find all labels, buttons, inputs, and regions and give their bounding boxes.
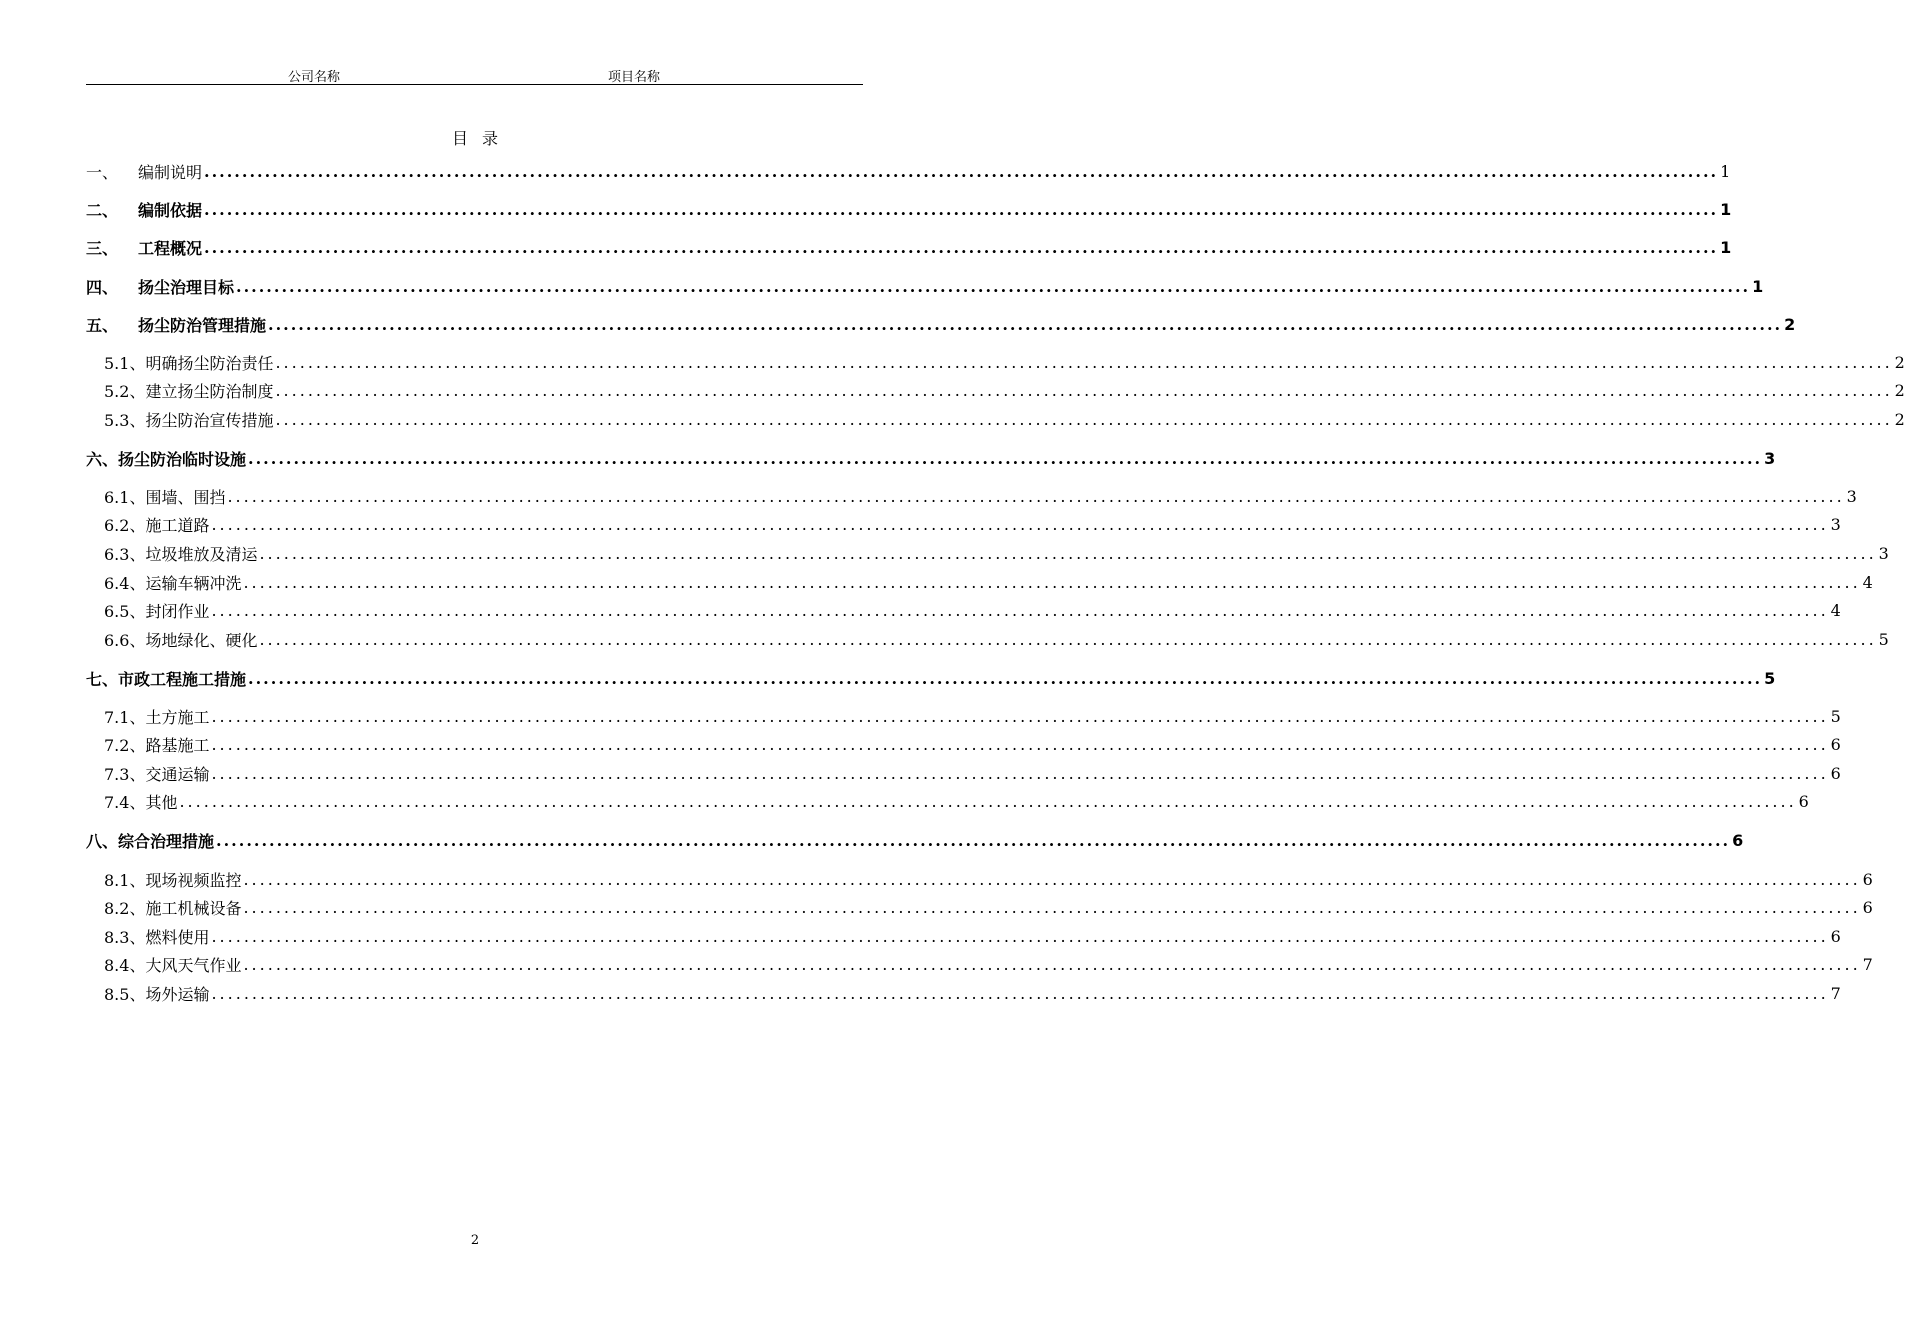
toc-dot-leader: ........................................................................................................................................................................................................ — [211, 983, 1829, 1003]
toc-entry[interactable] — [86, 311, 1796, 337]
toc-entry-number: 6.2、 — [104, 515, 146, 535]
page-number: 2 — [470, 1233, 480, 1248]
toc-dot-leader: ........................................................................................................................................................................................................ — [275, 352, 1893, 372]
toc-entry-number: 8.4、 — [104, 955, 146, 975]
toc-entry-page: 6 — [1830, 734, 1841, 754]
toc-entry[interactable] — [86, 377, 1905, 403]
toc-dot-leader: ........................................................................................................................................................................................................ — [243, 954, 1861, 974]
toc-entry-page: 4 — [1862, 572, 1873, 592]
toc-entry-number: 三、 — [86, 238, 119, 258]
toc-entry[interactable] — [86, 597, 1841, 623]
toc-entry-page: 1 — [1720, 237, 1732, 257]
toc-entry[interactable] — [86, 234, 1732, 260]
toc-dot-leader: ........................................................................................................................................................................................................ — [211, 926, 1829, 946]
toc-entry[interactable] — [86, 980, 1841, 1006]
toc-entry[interactable] — [86, 827, 1744, 853]
toc-entry-number: 6.5、 — [104, 601, 146, 621]
toc-entry[interactable] — [86, 951, 1873, 977]
toc-entry-title: 土方施工 — [145, 707, 210, 727]
toc-dot-leader: ........................................................................................................................................................................................................ — [204, 199, 1719, 219]
toc-entry-number: 四、 — [86, 277, 119, 297]
toc-entry-page: 6 — [1830, 926, 1841, 946]
toc-entry-page: 6 — [1862, 897, 1873, 917]
toc-entry-page: 1 — [1720, 161, 1731, 181]
toc-title: 目录 — [451, 129, 512, 148]
toc-entry[interactable] — [86, 349, 1905, 375]
toc-entry-number: 6.6、 — [104, 630, 146, 650]
toc-entry-title: 场地绿化、硬化 — [145, 630, 258, 650]
toc-entry-page: 6 — [1830, 763, 1841, 783]
toc-entry-number: 7.2、 — [104, 735, 146, 755]
toc-dot-leader: ........................................................................................................................................................................................................ — [275, 409, 1893, 429]
toc-entry-page: 5 — [1764, 668, 1776, 688]
toc-entry-number: 5.1、 — [104, 353, 146, 373]
toc-entry-title: 大风天气作业 — [145, 955, 242, 975]
toc-entry-title: 交通运输 — [145, 764, 210, 784]
toc-entry-page: 4 — [1830, 600, 1841, 620]
toc-entry[interactable] — [86, 445, 1776, 471]
toc-entry-number: 7.3、 — [104, 764, 146, 784]
toc-dot-leader: ........................................................................................................................................................................................................ — [275, 380, 1893, 400]
toc-entry-number: 7.4、 — [104, 792, 146, 812]
toc-entry-number: 五、 — [86, 315, 119, 335]
toc-entry-title: 明确扬尘防治责任 — [145, 353, 274, 373]
toc-entry-title: 现场视频监控 — [145, 870, 242, 890]
toc-entry[interactable] — [86, 703, 1841, 729]
toc-entry-title: 扬尘治理目标 — [138, 277, 235, 297]
toc-entry[interactable] — [86, 866, 1873, 892]
toc-entry-title: 运输车辆冲洗 — [145, 573, 242, 593]
toc-entry-page: 6 — [1862, 869, 1873, 889]
toc-entry-title: 封闭作业 — [145, 601, 210, 621]
toc-dot-leader: ........................................................................................................................................................................................................ — [236, 276, 1751, 296]
toc-dot-leader: ........................................................................................................................................................................................................ — [243, 572, 1861, 592]
toc-entry-title: 施工机械设备 — [145, 898, 242, 918]
toc-entry-title: 编制说明 — [138, 162, 203, 182]
toc-dot-leader: ........................................................................................................................................................................................................ — [179, 791, 1797, 811]
toc-dot-leader: ........................................................................................................................................................................................................ — [211, 763, 1829, 783]
header-company-name: 公司名称 — [288, 70, 341, 85]
toc-entry-number: 二、 — [86, 200, 119, 220]
toc-dot-leader: ........................................................................................................................................................................................................ — [268, 314, 1783, 334]
toc-entry-number: 八、 — [86, 831, 119, 851]
toc-entry-title: 综合治理措施 — [118, 831, 215, 851]
toc-entry-title: 市政工程施工措施 — [118, 669, 247, 689]
toc-entry[interactable] — [86, 894, 1873, 920]
toc-dot-leader: ........................................................................................................................................................................................................ — [248, 668, 1763, 688]
toc-entry-page: 7 — [1862, 954, 1873, 974]
toc-entry[interactable] — [86, 483, 1857, 509]
toc-dot-leader: ........................................................................................................................................................................................................ — [211, 514, 1829, 534]
toc-entry-page: 2 — [1894, 380, 1905, 400]
toc-entry-number: 6.3、 — [104, 544, 146, 564]
toc-entry-page: 2 — [1894, 409, 1905, 429]
toc-entry-page: 5 — [1878, 629, 1889, 649]
toc-dot-leader: ........................................................................................................................................................................................................ — [204, 237, 1719, 257]
toc-entry-number: 8.3、 — [104, 927, 146, 947]
toc-entry-number: 6.4、 — [104, 573, 146, 593]
toc-entry-number: 5.3、 — [104, 410, 146, 430]
toc-entry-page: 3 — [1764, 448, 1776, 468]
toc-dot-leader: ........................................................................................................................................................................................................ — [243, 897, 1861, 917]
toc-entry-title: 其他 — [145, 792, 178, 812]
toc-entry-page: 6 — [1732, 830, 1744, 850]
toc-dot-leader: ........................................................................................................................................................................................................ — [248, 448, 1763, 468]
toc-entry-number: 8.1、 — [104, 870, 146, 890]
toc-entry-number: 七、 — [86, 669, 119, 689]
toc-entry[interactable] — [86, 569, 1873, 595]
toc-entry[interactable] — [86, 788, 1809, 814]
toc-dot-leader: ........................................................................................................................................................................................................ — [243, 869, 1861, 889]
toc-entry-number: 一、 — [86, 162, 119, 182]
toc-entry-page: 1 — [1752, 276, 1764, 296]
toc-entry[interactable] — [86, 273, 1764, 299]
toc-dot-leader: ........................................................................................................................................................................................................ — [211, 706, 1829, 726]
toc-entry-title: 编制依据 — [138, 200, 203, 220]
toc-entry-page: 3 — [1830, 514, 1841, 534]
toc-entry-title: 建立扬尘防治制度 — [145, 381, 274, 401]
toc-entry-number: 7.1、 — [104, 707, 146, 727]
toc-entry-title: 施工道路 — [145, 515, 210, 535]
toc-entry-title: 扬尘防治临时设施 — [118, 449, 247, 469]
toc-entry-page: 2 — [1784, 314, 1796, 334]
toc-entry-page: 2 — [1894, 352, 1905, 372]
toc-entry-page: 3 — [1878, 543, 1889, 563]
toc-entry-title: 场外运输 — [145, 984, 210, 1004]
toc-dot-leader: ........................................................................................................................................................................................................ — [211, 734, 1829, 754]
toc-entry-title: 围墙、围挡 — [145, 487, 226, 507]
toc-entry-title: 垃圾堆放及清运 — [145, 544, 258, 564]
toc-entry[interactable] — [86, 158, 1731, 184]
toc-entry-number: 六、 — [86, 449, 119, 469]
page-header — [86, 62, 863, 85]
toc-entry-number: 6.1、 — [104, 487, 146, 507]
toc-entry-title: 扬尘防治管理措施 — [138, 315, 267, 335]
toc-entry-page: 6 — [1798, 791, 1809, 811]
toc-dot-leader: ........................................................................................................................................................................................................ — [259, 629, 1877, 649]
toc-entry-page: 1 — [1720, 199, 1732, 219]
toc-entry-title: 工程概况 — [138, 238, 203, 258]
toc-entry-number: 8.2、 — [104, 898, 146, 918]
toc-entry[interactable] — [86, 196, 1732, 222]
toc-entry-title: 燃料使用 — [145, 927, 210, 947]
toc-entry[interactable] — [86, 923, 1841, 949]
toc-entry[interactable] — [86, 406, 1905, 432]
toc-entry-number: 5.2、 — [104, 381, 146, 401]
toc-entry-page: 7 — [1830, 983, 1841, 1003]
toc-dot-leader: ........................................................................................................................................................................................................ — [227, 486, 1845, 506]
toc-entry[interactable] — [86, 760, 1841, 786]
toc-entry[interactable] — [86, 626, 1889, 652]
toc-entry[interactable] — [86, 540, 1889, 566]
toc-dot-leader: ........................................................................................................................................................................................................ — [216, 830, 1731, 850]
toc-entry[interactable] — [86, 731, 1841, 757]
toc-dot-leader: ........................................................................................................................................................................................................ — [211, 600, 1829, 620]
toc-entry-page: 5 — [1830, 706, 1841, 726]
toc-entry-number: 8.5、 — [104, 984, 146, 1004]
header-project-name: 项目名称 — [608, 70, 661, 85]
toc-dot-leader: ........................................................................................................................................................................................................ — [204, 161, 1719, 181]
toc-dot-leader: ........................................................................................................................................................................................................ — [259, 543, 1877, 563]
toc-entry[interactable] — [86, 665, 1776, 691]
toc-entry[interactable] — [86, 511, 1841, 537]
toc-entry-title: 扬尘防治宣传措施 — [145, 410, 274, 430]
toc-entry-title: 路基施工 — [145, 735, 210, 755]
toc-entry-page: 3 — [1846, 486, 1857, 506]
